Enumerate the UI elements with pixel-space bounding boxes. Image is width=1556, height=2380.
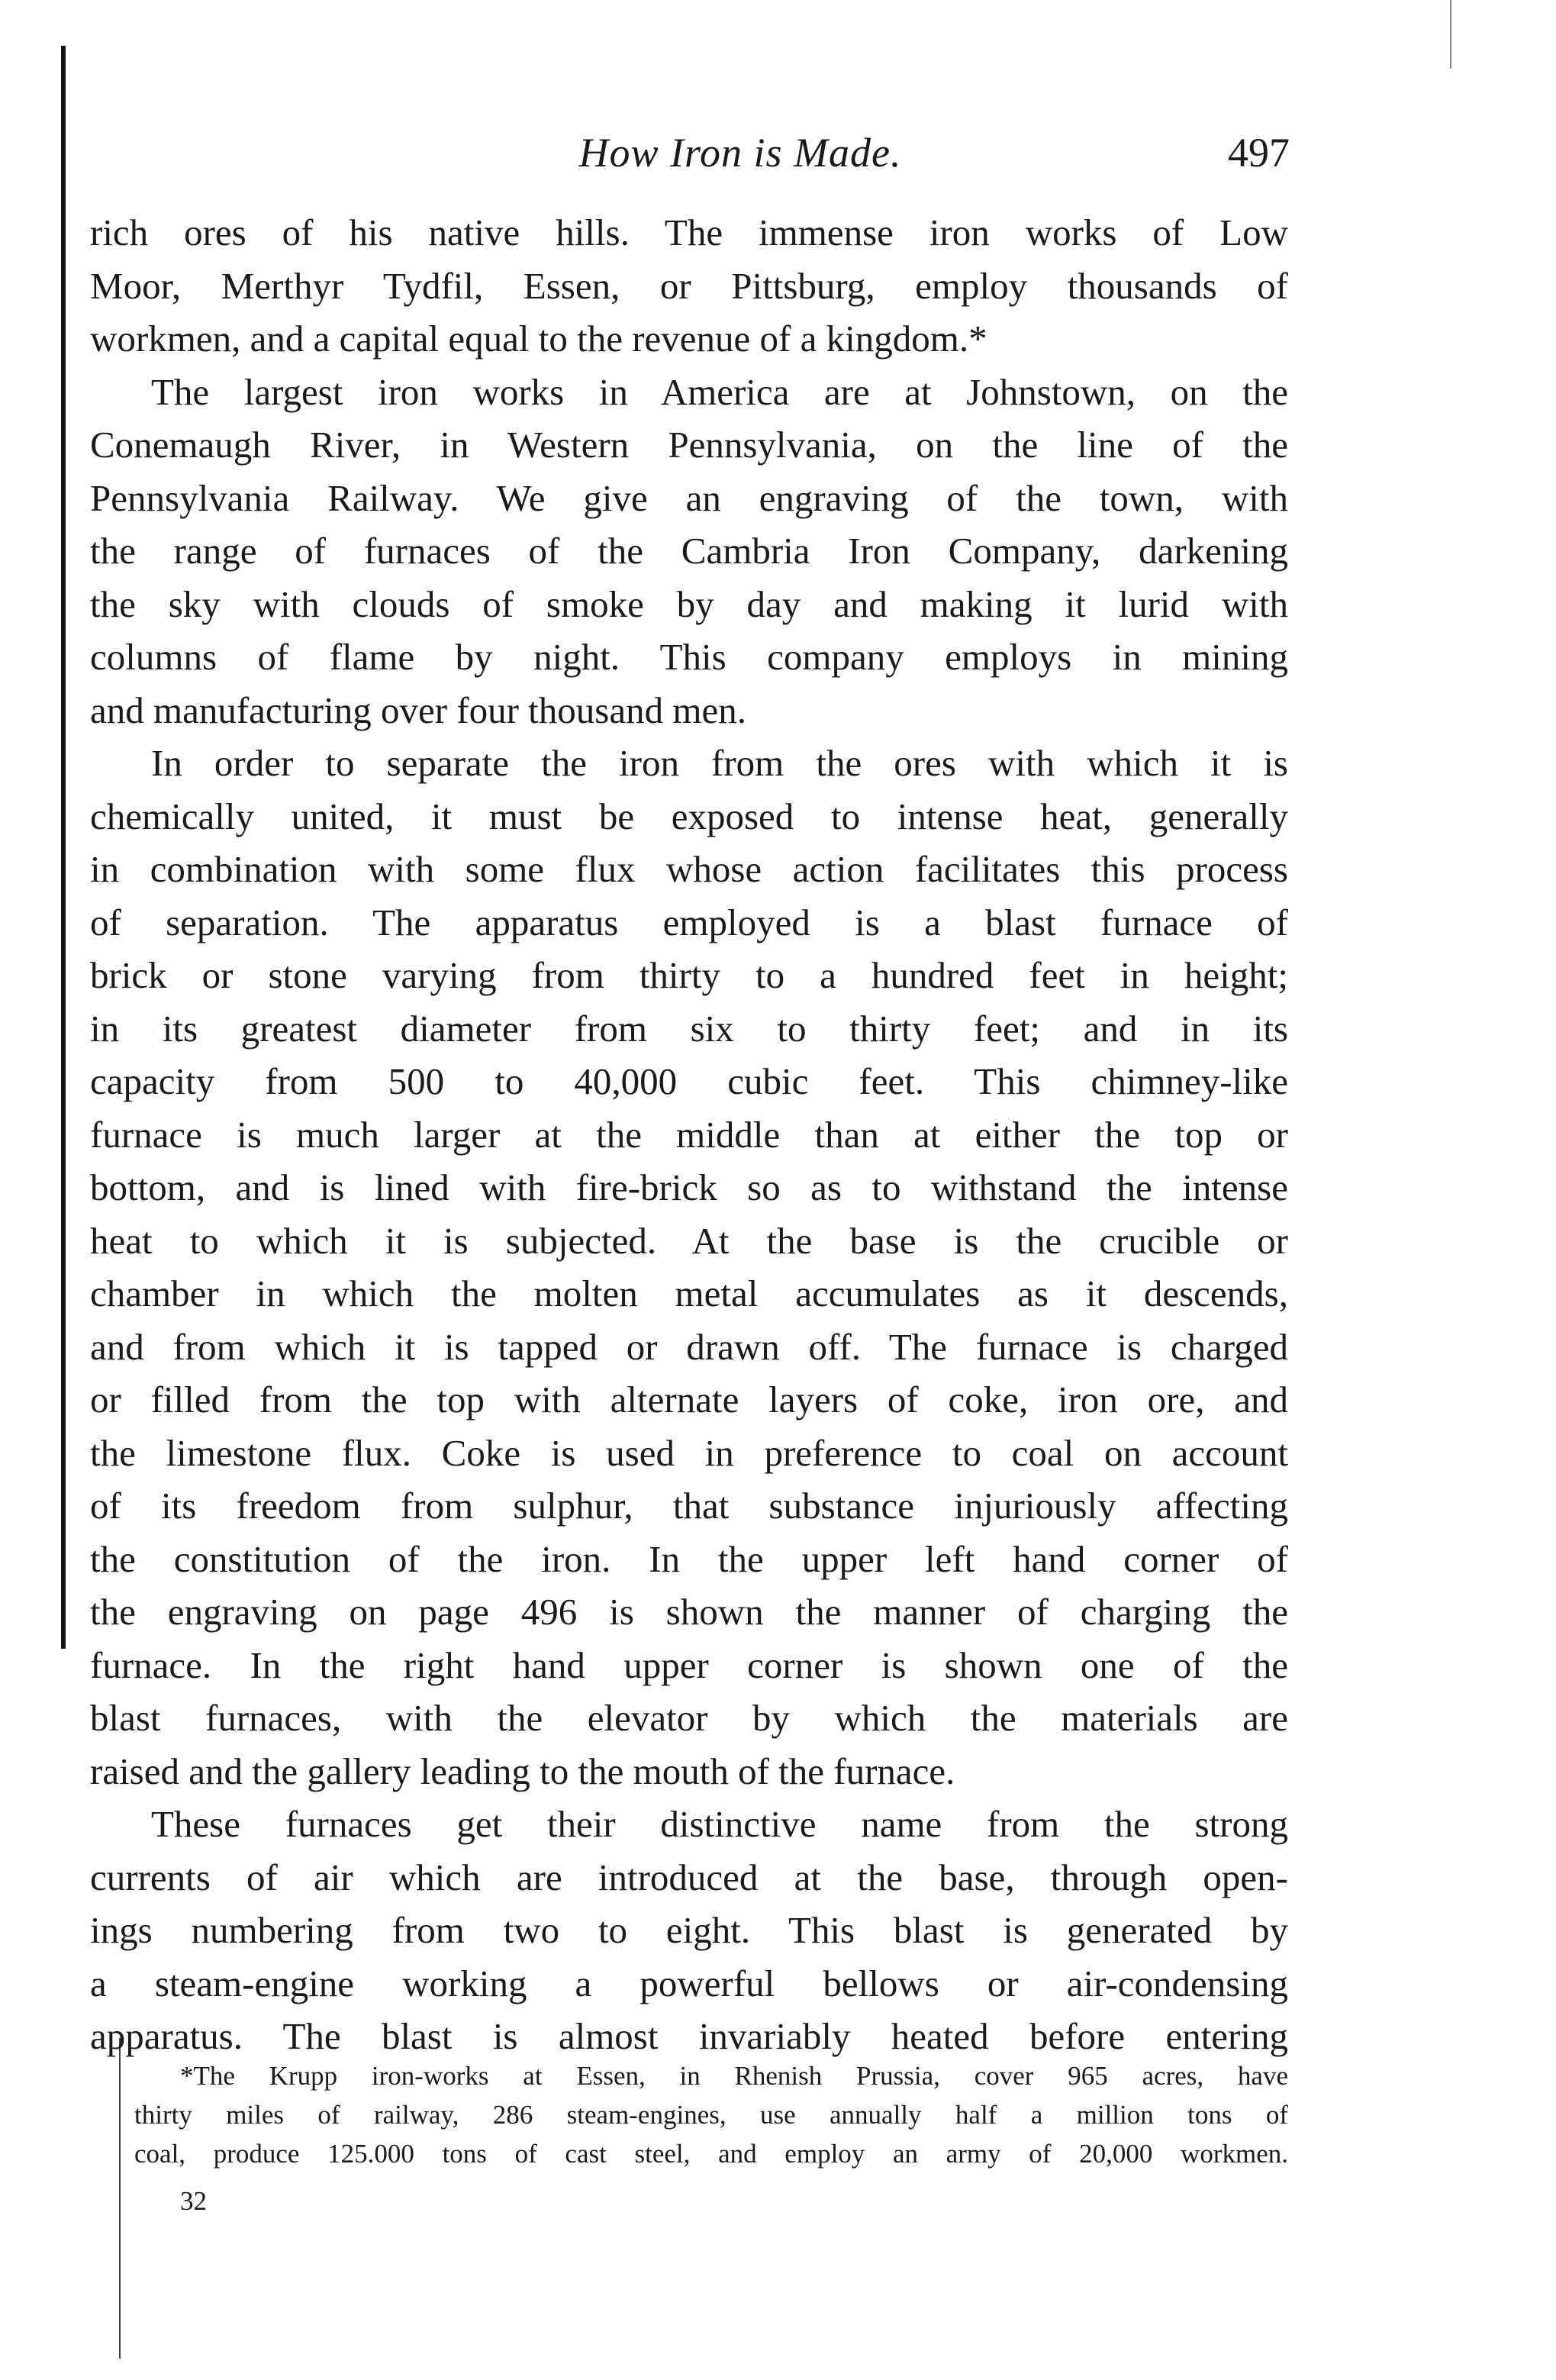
text-line: Pennsylvania Railway. We give an engraving of the town, with <box>90 476 1288 519</box>
binding-edge-shadow <box>61 46 66 1649</box>
footnote-line: *The Krupp iron-works at Essen, in Rhenish Prussia, cover 965 acres, have <box>180 2061 1288 2091</box>
footnote-line: coal, produce 125.000 tons of cast steel, and employ an army of 20,000 workmen. <box>134 2139 1288 2169</box>
text-line: the engraving on page 496 is shown the manner of charging the <box>90 1591 1288 1633</box>
text-line: of its freedom from sulphur, that substance injuriously affecting <box>90 1485 1288 1527</box>
text-line: raised and the gallery leading to the mouth of the furnace. <box>90 1750 955 1792</box>
text-line: bottom, and is lined with fire-brick so as to withstand the intense <box>90 1166 1288 1208</box>
text-line: or filled from the top with alternate layers of coke, iron ore, and <box>90 1379 1288 1421</box>
text-line: the limestone flux. Coke is used in preference to coal on account <box>90 1431 1288 1474</box>
paragraph-2 <box>90 366 1288 737</box>
text-line: In order to separate the iron from the ores with which it is <box>151 742 1288 784</box>
text-line: rich ores of his native hills. The immense iron works of Low <box>90 211 1288 253</box>
binding-edge-faint-line <box>119 2038 121 2359</box>
text-line: currents of air which are introduced at the base, through open- <box>90 1856 1288 1898</box>
text-line: furnace. In the right hand upper corner is shown one of the <box>90 1643 1288 1686</box>
footnote-line: thirty miles of railway, 286 steam-engines, use annually half a million tons of <box>134 2100 1288 2130</box>
text-line: the constitution of the iron. In the upper left hand corner of <box>90 1537 1288 1580</box>
footnote <box>134 2056 1288 2173</box>
text-line: and from which it is tapped or drawn off. The furnace is charged <box>90 1325 1288 1368</box>
text-line: columns of flame by night. This company employs in mining <box>90 636 1288 678</box>
text-line: in its greatest diameter from six to thirty feet; and in its <box>90 1007 1288 1050</box>
body-text <box>90 206 1288 2063</box>
text-line: chemically united, it must be exposed to intense heat, generally <box>90 795 1288 837</box>
text-line: furnace is much larger at the middle than at either the top or <box>90 1113 1288 1156</box>
text-line: capacity from 500 to 40,000 cubic feet. This chimney-like <box>90 1060 1288 1102</box>
paragraph-3 <box>90 737 1288 1798</box>
signature-mark: 32 <box>180 2186 207 2216</box>
text-line: the sky with clouds of smoke by day and making it lurid with <box>90 582 1288 625</box>
text-line: Conemaugh River, in Western Pennsylvania, on the line of the <box>90 424 1288 466</box>
text-line: apparatus. The blast is almost invariably heated before entering <box>90 2015 1288 2057</box>
text-line: of separation. The apparatus employed is a blast furnace of <box>90 901 1288 943</box>
text-line: workmen, and a capital equal to the revenue of a kingdom.* <box>90 318 987 360</box>
text-line: in combination with some flux whose action facilitates this process <box>90 848 1288 890</box>
text-line: heat to which it is subjected. At the base is the crucible or <box>90 1219 1288 1262</box>
text-line: The largest iron works in America are at Johnstown, on the <box>151 370 1288 413</box>
text-line: a steam-engine working a powerful bellows or air-condensing <box>90 1962 1288 2004</box>
paragraph-4 <box>90 1798 1288 2063</box>
text-line: brick or stone varying from thirty to a hundred feet in height; <box>90 954 1288 996</box>
scan-corner-mark <box>1450 0 1451 69</box>
paragraph-1 <box>90 206 1288 366</box>
text-line: blast furnaces, with the elevator by which the materials are <box>90 1697 1288 1739</box>
page-number: 497 <box>1228 130 1290 176</box>
text-line: These furnaces get their distinctive name from the strong <box>151 1803 1288 1845</box>
running-title: How Iron is Made. <box>578 130 902 176</box>
text-line: ings numbering from two to eight. This blast is generated by <box>90 1909 1288 1951</box>
text-line: and manufacturing over four thousand men. <box>90 689 746 731</box>
text-line: the range of furnaces of the Cambria Iron Company, darkening <box>90 530 1288 572</box>
running-head <box>191 122 1290 183</box>
text-line: chamber in which the molten metal accumulates as it descends, <box>90 1272 1288 1314</box>
text-line: Moor, Merthyr Tydfil, Essen, or Pittsburg, employ thousands of <box>90 264 1288 307</box>
